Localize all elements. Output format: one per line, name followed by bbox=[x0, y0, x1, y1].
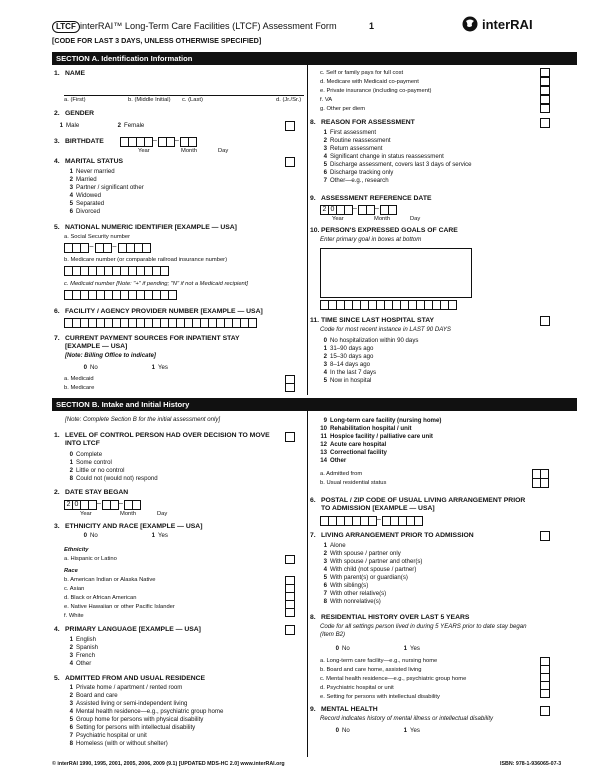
language-option: 3 French bbox=[69, 652, 95, 659]
form-badge: LTCF bbox=[52, 21, 80, 33]
race-heading: Race bbox=[64, 568, 78, 574]
b1-question: 1. LEVEL OF CONTROL PERSON HAD OVER DECISION TO MOVE bbox=[54, 432, 270, 439]
marital-option: 1 Never married bbox=[69, 168, 115, 175]
residential-item: b. Board and care home, assisted living bbox=[320, 667, 422, 673]
b5-question: 5. ADMITTED FROM AND USUAL RESIDENCE bbox=[54, 675, 206, 682]
living-option: 7 With other relative(s) bbox=[323, 590, 387, 597]
a1-question: 1. NAME bbox=[54, 70, 86, 77]
admitted-option: 6 Setting for persons with intellectual disability bbox=[69, 724, 196, 731]
b6-question-cont: TO ADMISSION [EXAMPLE — USA] bbox=[321, 505, 435, 512]
stay-month-label: Month bbox=[120, 511, 137, 517]
globe-icon bbox=[462, 16, 478, 32]
name-suffix-label: d. (Jr./Sr.) bbox=[276, 97, 302, 103]
ssn-boxes[interactable]: – – bbox=[64, 243, 150, 253]
ref-month-label: Month bbox=[374, 216, 391, 222]
race-item: f. White bbox=[64, 613, 84, 619]
section-b-header: SECTION B. Intake and Initial History bbox=[52, 398, 577, 411]
admitted-option: 3 Assisted living or semi-independent living bbox=[69, 700, 188, 707]
marital-option: 5 Separated bbox=[69, 200, 105, 207]
payment-box-c[interactable] bbox=[540, 68, 550, 77]
a5-question: 5. NATIONAL NUMERIC IDENTIFIER [EXAMPLE — USA] bbox=[54, 224, 237, 231]
admitted-option: 4 Mental health residence—e.g., psychiatric group home bbox=[69, 708, 224, 715]
admitted-option: 12 Acute care hospital bbox=[320, 441, 387, 448]
admitted-option: 8 Homeless (with or without shelter) bbox=[69, 740, 168, 747]
medicare-number-boxes[interactable] bbox=[64, 266, 168, 276]
admitted-option: 9 Long-term care facility (nursing home) bbox=[323, 417, 442, 424]
name-last-label: c. (Last) bbox=[182, 97, 203, 103]
usual-residence-boxes[interactable] bbox=[532, 478, 548, 488]
b6-question: 6. POSTAL / ZIP CODE OF USUAL LIVING ARRANGEMENT PRIOR bbox=[310, 497, 526, 504]
marital-option: 3 Partner / significant other bbox=[69, 184, 144, 191]
hospital-stay-box[interactable] bbox=[540, 316, 550, 326]
footer-isbn: ISBN: 978-1-936065-07-3 bbox=[500, 761, 562, 767]
a8-question: 8. REASON FOR ASSESSMENT bbox=[310, 119, 415, 126]
provider-number-boxes[interactable] bbox=[64, 318, 256, 328]
admitted-option: 14 Other bbox=[320, 457, 347, 464]
race-item: c. Asian bbox=[64, 586, 85, 592]
birthdate-year-label: Year bbox=[138, 148, 150, 154]
stay-year-label: Year bbox=[80, 511, 92, 517]
residential-item: d. Psychiatric hospital or unit bbox=[320, 685, 394, 691]
ssn-label: a. Social Security number bbox=[64, 234, 131, 240]
reason-option: 2 Routine reassessment bbox=[323, 137, 391, 144]
admitted-option: 7 Psychiatric hospital or unit bbox=[69, 732, 147, 739]
language-option: 2 Spanish bbox=[69, 644, 99, 651]
page-number: 1 bbox=[369, 21, 375, 31]
a7-question: 7. CURRENT PAYMENT SOURCES FOR INPATIENT STAY bbox=[54, 335, 240, 342]
payment-medicare-box[interactable] bbox=[285, 383, 295, 392]
living-option: 3 With spouse / partner and other(s) bbox=[323, 558, 423, 565]
payment-item-g: g. Other per diem bbox=[320, 106, 366, 112]
payment-medicaid-label: a. Medicaid bbox=[64, 376, 94, 382]
a3-question: 3. BIRTHDATE bbox=[54, 138, 104, 145]
language-option: 4 Other bbox=[69, 660, 92, 667]
billing-note: [Note: Billing Office to indicate] bbox=[65, 352, 156, 359]
admitted-option: 13 Correctional facility bbox=[320, 449, 387, 456]
admitted-option: 11 Hospice facility / palliative care unit bbox=[320, 433, 433, 440]
birthdate-boxes[interactable]: – – bbox=[120, 137, 196, 147]
payment-box-g[interactable] bbox=[540, 104, 550, 113]
form-title: interRAI™ Long-Term Care Facilities (LTCF) Assessment Form bbox=[80, 21, 337, 31]
section-b-note: [Note: Complete Section B for the initial assessment only] bbox=[65, 416, 221, 423]
goals-note: Enter primary goal in boxes at bottom bbox=[320, 236, 422, 243]
living-option: 1 Alone bbox=[323, 542, 346, 549]
payment-item-e: e. Private insurance (including co-payment) bbox=[320, 88, 432, 94]
admitted-option: 5 Group home for persons with physical disability bbox=[69, 716, 204, 723]
gender-box[interactable] bbox=[285, 121, 295, 131]
reason-option: 6 Discharge tracking only bbox=[323, 169, 394, 176]
hospital-option: 4 In the last 7 days bbox=[323, 369, 377, 376]
zip-code-boxes[interactable]: – bbox=[320, 516, 422, 526]
residential-option-yes: 1 Yes bbox=[403, 645, 420, 652]
residential-option-no: 0 No bbox=[335, 645, 350, 652]
birthdate-month-label: Month bbox=[181, 148, 198, 154]
b9-question: 9. MENTAL HEALTH bbox=[310, 706, 378, 713]
residential-item: c. Mental health residence—e.g., psychiatric group home bbox=[320, 676, 467, 682]
b2-question: 2. DATE STAY BEGAN bbox=[54, 489, 129, 496]
payment-item-f: f. VA bbox=[320, 97, 333, 103]
payment-item-c: c. Self or family pays for full cost bbox=[320, 70, 404, 76]
payment-option-no: 0 No bbox=[83, 364, 98, 371]
a6-question: 6. FACILITY / AGENCY PROVIDER NUMBER [EXAMPLE — USA] bbox=[54, 308, 263, 315]
b3-question: 3. ETHNICITY AND RACE [EXAMPLE — USA] bbox=[54, 523, 203, 530]
column-divider-a bbox=[307, 65, 308, 395]
medicaid-number-boxes[interactable] bbox=[64, 290, 176, 300]
medicaid-number-label: c. Medicaid number [Note: "+" if pending; "N" if not a Medicaid recipient] bbox=[64, 281, 249, 287]
payment-item-d: d. Medicare with Medicaid co-payment bbox=[320, 79, 419, 85]
a4-question: 4. MARITAL STATUS bbox=[54, 158, 124, 165]
goals-text-area[interactable] bbox=[320, 248, 472, 298]
residential-item: e. Setting for persons with intellectual disability bbox=[320, 694, 440, 700]
name-first-label: a. (First) bbox=[64, 97, 86, 103]
hospital-option: 3 8–14 days ago bbox=[323, 361, 370, 368]
race-item: e. Native Hawaiian or other Pacific Islander bbox=[64, 604, 175, 610]
reason-option: 3 Return assessment bbox=[323, 145, 383, 152]
hospital-option: 0 No hospitalization within 90 days bbox=[323, 337, 419, 344]
column-divider-b bbox=[307, 411, 308, 757]
b8-question: 8. RESIDENTIAL HISTORY OVER LAST 5 YEARS bbox=[310, 614, 470, 621]
admitted-option: 1 Private home / apartment / rented room bbox=[69, 684, 183, 691]
hospital-option: 2 15–30 days ago bbox=[323, 353, 374, 360]
race-item: d. Black or African American bbox=[64, 595, 137, 601]
name-field[interactable] bbox=[64, 95, 304, 96]
residential-item: a. Long-term care facility—e.g., nursing home bbox=[320, 658, 438, 664]
b4-question: 4. PRIMARY LANGUAGE [EXAMPLE — USA] bbox=[54, 626, 201, 633]
marital-option: 4 Widowed bbox=[69, 192, 102, 199]
control-option: 2 Little or no control bbox=[69, 467, 125, 474]
stay-date-boxes[interactable]: 2 0 – – bbox=[64, 500, 140, 510]
ethnicity-option-yes: 1 Yes bbox=[151, 532, 168, 539]
residential-history-note: Code for all settings person lived in during 5 YEARS prior to date stay began (Item B2) bbox=[320, 623, 527, 638]
ethnicity-hispanic-box[interactable] bbox=[285, 555, 295, 564]
stay-day-label: Day bbox=[157, 511, 168, 517]
language-box[interactable] bbox=[285, 625, 295, 635]
ethnicity-heading: Ethnicity bbox=[64, 547, 89, 553]
living-option: 8 With nonrelative(s) bbox=[323, 598, 381, 605]
mental-health-option-yes: 1 Yes bbox=[403, 727, 420, 734]
payment-box-d[interactable] bbox=[540, 77, 550, 86]
mental-health-box[interactable] bbox=[540, 706, 550, 716]
marital-status-box[interactable] bbox=[285, 157, 295, 167]
interrai-logo bbox=[462, 16, 533, 32]
a7-question-example: [EXAMPLE — USA] bbox=[65, 343, 128, 350]
ethnicity-option-no: 0 No bbox=[83, 532, 98, 539]
form-header bbox=[0, 0, 600, 52]
control-option: 1 Some control bbox=[69, 459, 112, 466]
section-a-header: SECTION A. Identification Information bbox=[52, 52, 577, 65]
footer-copyright: © interRAI 1990, 1995, 2001, 2005, 2006, 2009 (9.1) [UPDATED MDS-HC 2.0] www.interRAI.org bbox=[52, 761, 285, 767]
marital-option: 6 Divorced bbox=[69, 208, 101, 215]
payment-box-f[interactable] bbox=[540, 95, 550, 104]
reason-option: 1 First assessment bbox=[323, 129, 377, 136]
payment-medicare-label: b. Medicare bbox=[64, 385, 95, 391]
b1-question-cont: INTO LTCF bbox=[65, 440, 100, 447]
residential-box[interactable] bbox=[540, 689, 550, 698]
payment-box-e[interactable] bbox=[540, 86, 550, 95]
ref-day-label: Day bbox=[410, 216, 421, 222]
birthdate-day-label: Day bbox=[218, 148, 229, 154]
hospital-note: Code for most recent instance in LAST 90 DAYS bbox=[320, 326, 451, 333]
name-middle-label: b. (Middle Initial) bbox=[128, 97, 171, 103]
reference-date-boxes[interactable]: 2 0 – – bbox=[320, 205, 396, 215]
gender-option-male: 1 Male bbox=[59, 122, 80, 129]
hospital-option: 5 Now in hospital bbox=[323, 377, 372, 384]
admitted-from-label: a. Admitted from bbox=[320, 471, 363, 477]
reason-option: 5 Discharge assessment, covers last 3 days of service bbox=[323, 161, 472, 168]
admitted-option: 10 Rehabilitation hospital / unit bbox=[320, 425, 412, 432]
language-option: 1 English bbox=[69, 636, 96, 643]
usual-residence-label: b. Usual residential status bbox=[320, 480, 387, 486]
ethnicity-hispanic-label: a. Hispanic or Latino bbox=[64, 556, 117, 562]
control-option: 0 Complete bbox=[69, 451, 103, 458]
mental-health-option-no: 0 No bbox=[335, 727, 350, 734]
payment-option-yes: 1 Yes bbox=[151, 364, 168, 371]
mental-health-note: Record indicates history of mental illness or intellectual disability bbox=[320, 715, 494, 722]
living-option: 5 With parent(s) or guardian(s) bbox=[323, 574, 408, 581]
marital-option: 2 Married bbox=[69, 176, 97, 183]
medicare-number-label: b. Medicare number (or comparable railroad insurance number) bbox=[64, 257, 228, 263]
living-arrangement-box[interactable] bbox=[540, 531, 550, 541]
b7-question: 7. LIVING ARRANGEMENT PRIOR TO ADMISSION bbox=[310, 532, 474, 539]
reason-option: 4 Significant change in status reassessment bbox=[323, 153, 444, 160]
living-option: 4 With child (not spouse / partner) bbox=[323, 566, 417, 573]
control-option: 8 Could not (would not) respond bbox=[69, 475, 158, 482]
ref-year-label: Year bbox=[332, 216, 344, 222]
race-box[interactable] bbox=[285, 608, 295, 617]
race-item: b. American Indian or Alaska Native bbox=[64, 577, 156, 583]
a11-question: 11. TIME SINCE LAST HOSPITAL STAY bbox=[310, 317, 435, 324]
reason-box[interactable] bbox=[540, 118, 550, 128]
gender-option-female: 2 Female bbox=[117, 122, 145, 129]
admitted-option: 2 Board and care bbox=[69, 692, 118, 699]
a9-question: 9. ASSESSMENT REFERENCE DATE bbox=[310, 195, 432, 202]
living-option: 6 With sibling(s) bbox=[323, 582, 369, 589]
reason-option: 7 Other—e.g., research bbox=[323, 177, 389, 184]
hospital-option: 1 31–90 days ago bbox=[323, 345, 374, 352]
living-option: 2 With spouse / partner only bbox=[323, 550, 401, 557]
code-note: [CODE FOR LAST 3 DAYS, UNLESS OTHERWISE SPECIFIED] bbox=[52, 36, 262, 45]
goals-code-boxes[interactable] bbox=[320, 300, 456, 310]
a2-question: 2. GENDER bbox=[54, 110, 95, 117]
decision-control-box[interactable] bbox=[285, 432, 295, 442]
a10-question: 10. PERSON'S EXPRESSED GOALS OF CARE bbox=[310, 227, 458, 234]
logo-text: interRAI bbox=[482, 16, 533, 32]
